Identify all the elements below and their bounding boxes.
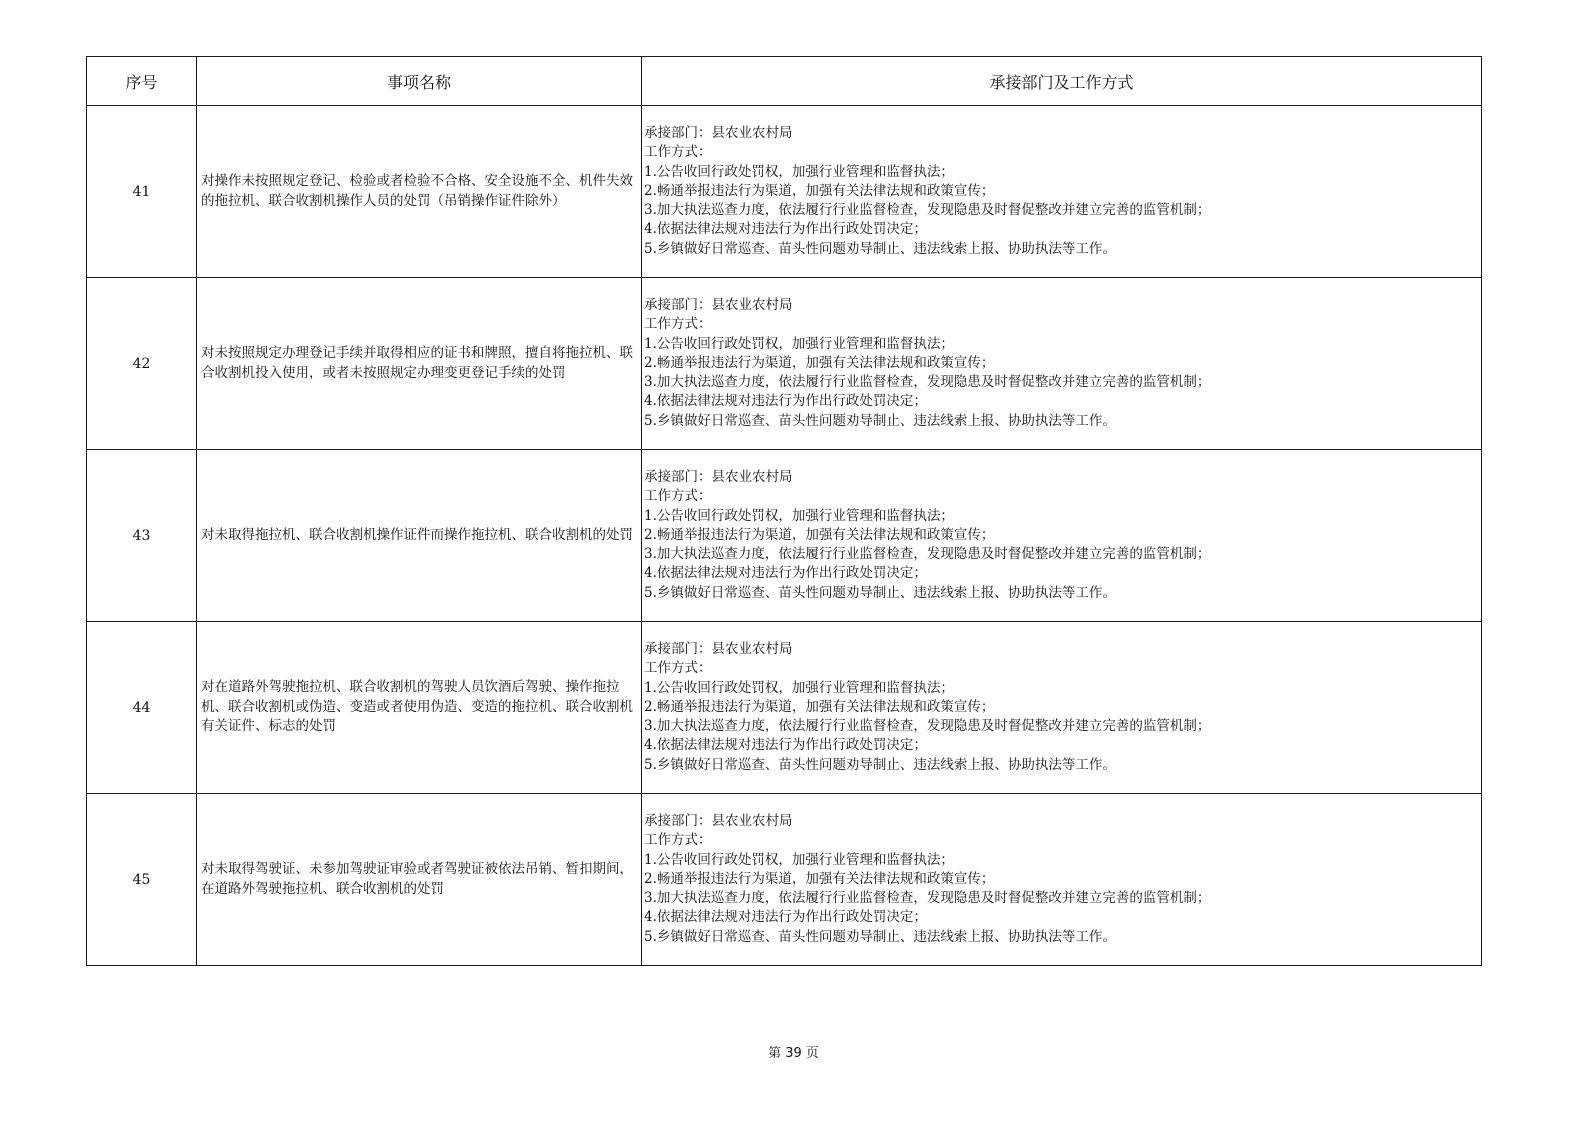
dept-line-method-item: 2.畅通举报违法行为渠道，加强有关法律法规和政策宣传；: [644, 354, 995, 371]
dept-line-method-item: 5.乡镇做好日常巡查、苗头性问题劝导制止、违法线索上报、协助执法等工作。: [644, 928, 1116, 945]
row-item-name: 对操作未按照规定登记、检验或者检验不合格、安全设施不全、机件失效的拖拉机、联合收割机操作人员的处罚（吊销操作证件除外）: [197, 106, 642, 278]
dept-line-method-item: 1.公告收回行政处罚权，加强行业管理和监督执法；: [644, 335, 954, 352]
items-table: [86, 56, 1482, 966]
header-seq: 序号: [87, 57, 197, 106]
row-item-name: 对未取得拖拉机、联合收割机操作证件而操作拖拉机、联合收割机的处罚: [197, 450, 642, 622]
dept-line-method-label: 工作方式：: [644, 660, 712, 677]
dept-line-department: 承接部门：县农业农村局: [644, 813, 793, 830]
dept-line-method-item: 3.加大执法巡查力度，依法履行行业监督检查，发现隐患及时督促整改并建立完善的监管机制；: [644, 546, 1211, 563]
dept-line-method-item: 2.畅通举报违法行为渠道，加强有关法律法规和政策宣传；: [644, 526, 995, 543]
dept-line-method-item: 1.公告收回行政处罚权，加强行业管理和监督执法；: [644, 851, 954, 868]
dept-line-department: 承接部门：县农业农村局: [644, 641, 793, 658]
dept-line-method-item: 5.乡镇做好日常巡查、苗头性问题劝导制止、违法线索上报、协助执法等工作。: [644, 584, 1116, 601]
page-number: 第 39 页: [768, 1046, 819, 1061]
row-seq-number: 41: [87, 106, 197, 278]
dept-line-method-item: 5.乡镇做好日常巡查、苗头性问题劝导制止、违法线索上报、协助执法等工作。: [644, 756, 1116, 773]
dept-line-method-item: 3.加大执法巡查力度，依法履行行业监督检查，发现隐患及时督促整改并建立完善的监管机制；: [644, 202, 1211, 219]
dept-line-method-item: 3.加大执法巡查力度，依法履行行业监督检查，发现隐患及时督促整改并建立完善的监管机制；: [644, 718, 1211, 735]
table-row: [87, 622, 1482, 794]
dept-line-method-item: 3.加大执法巡查力度，依法履行行业监督检查，发现隐患及时督促整改并建立完善的监管机制；: [644, 374, 1211, 391]
row-item-name: 对在道路外驾驶拖拉机、联合收割机的驾驶人员饮酒后驾驶、操作拖拉机、联合收割机或伪造、变造或者使用伪造、变造的拖拉机、联合收割机有关证件、标志的处罚: [197, 622, 642, 794]
row-seq-number: 42: [87, 278, 197, 450]
row-dept-method: [642, 794, 1482, 966]
dept-line-method-item: 2.畅通举报违法行为渠道，加强有关法律法规和政策宣传；: [644, 870, 995, 887]
dept-line-method-item: 5.乡镇做好日常巡查、苗头性问题劝导制止、违法线索上报、协助执法等工作。: [644, 240, 1116, 257]
row-seq-number: 44: [87, 622, 197, 794]
row-dept-method: [642, 450, 1482, 622]
dept-line-method-item: 4.依据法律法规对违法行为作出行政处罚决定；: [644, 909, 927, 926]
dept-line-method-label: 工作方式：: [644, 488, 712, 505]
row-dept-method: [642, 278, 1482, 450]
dept-line-method-item: 3.加大执法巡查力度，依法履行行业监督检查，发现隐患及时督促整改并建立完善的监管机制；: [644, 890, 1211, 907]
row-item-name: 对未按照规定办理登记手续并取得相应的证书和牌照，擅自将拖拉机、联合收割机投入使用，或者未按照规定办理变更登记手续的处罚: [197, 278, 642, 450]
table-row: [87, 278, 1482, 450]
table-header-row: [87, 57, 1482, 106]
row-seq-number: 43: [87, 450, 197, 622]
table-row: [87, 794, 1482, 966]
dept-line-method-label: 工作方式：: [644, 144, 712, 161]
row-dept-method: [642, 622, 1482, 794]
row-item-name: 对未取得驾驶证、未参加驾驶证审验或者驾驶证被依法吊销、暂扣期间，在道路外驾驶拖拉机、联合收割机的处罚: [197, 794, 642, 966]
dept-line-method-item: 4.依据法律法规对违法行为作出行政处罚决定；: [644, 393, 927, 410]
dept-line-department: 承接部门：县农业农村局: [644, 125, 793, 142]
dept-line-method-item: 4.依据法律法规对违法行为作出行政处罚决定；: [644, 221, 927, 238]
dept-line-method-item: 1.公告收回行政处罚权，加强行业管理和监督执法；: [644, 507, 954, 524]
dept-line-department: 承接部门：县农业农村局: [644, 297, 793, 314]
header-dept-method: 承接部门及工作方式: [642, 57, 1482, 106]
dept-line-department: 承接部门：县农业农村局: [644, 469, 793, 486]
dept-line-method-label: 工作方式：: [644, 832, 712, 849]
dept-line-method-item: 1.公告收回行政处罚权，加强行业管理和监督执法；: [644, 679, 954, 696]
row-dept-method: [642, 106, 1482, 278]
row-seq-number: 45: [87, 794, 197, 966]
table-row: [87, 450, 1482, 622]
dept-line-method-item: 2.畅通举报违法行为渠道，加强有关法律法规和政策宣传；: [644, 698, 995, 715]
dept-line-method-item: 1.公告收回行政处罚权，加强行业管理和监督执法；: [644, 163, 954, 180]
table-row: [87, 106, 1482, 278]
dept-line-method-item: 5.乡镇做好日常巡查、苗头性问题劝导制止、违法线索上报、协助执法等工作。: [644, 412, 1116, 429]
table-body: [87, 106, 1482, 966]
dept-line-method-item: 2.畅通举报违法行为渠道，加强有关法律法规和政策宣传；: [644, 182, 995, 199]
dept-line-method-label: 工作方式：: [644, 316, 712, 333]
dept-line-method-item: 4.依据法律法规对违法行为作出行政处罚决定；: [644, 737, 927, 754]
header-item-name: 事项名称: [197, 57, 642, 106]
dept-line-method-item: 4.依据法律法规对违法行为作出行政处罚决定；: [644, 565, 927, 582]
